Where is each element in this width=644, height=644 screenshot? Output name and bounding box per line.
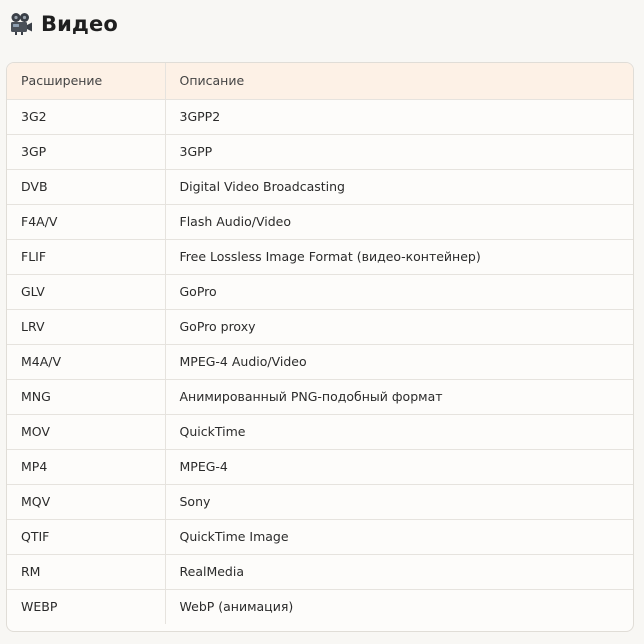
cell-extension: 3GP	[7, 134, 165, 169]
table-row	[7, 204, 633, 239]
column-header-description: Описание	[165, 63, 633, 99]
cell-description: Анимированный PNG-подобный формат	[165, 379, 633, 414]
cell-description: Digital Video Broadcasting	[165, 169, 633, 204]
table-row	[7, 519, 633, 554]
cell-description: 3GPP	[165, 134, 633, 169]
section-heading	[8, 8, 118, 40]
table-row	[7, 379, 633, 414]
table-row	[7, 589, 633, 624]
cell-extension: LRV	[7, 309, 165, 344]
cell-extension: M4A/V	[7, 344, 165, 379]
cell-extension: F4A/V	[7, 204, 165, 239]
cell-description: GoPro	[165, 274, 633, 309]
cell-extension: GLV	[7, 274, 165, 309]
table-row	[7, 449, 633, 484]
cell-extension: MOV	[7, 414, 165, 449]
table-row	[7, 344, 633, 379]
table-row	[7, 99, 633, 134]
cell-description: MPEG-4	[165, 449, 633, 484]
cell-extension: FLIF	[7, 239, 165, 274]
cell-description: QuickTime	[165, 414, 633, 449]
cell-description: Flash Audio/Video	[165, 204, 633, 239]
table-row	[7, 414, 633, 449]
table-row	[7, 554, 633, 589]
cell-extension: QTIF	[7, 519, 165, 554]
cell-extension: 3G2	[7, 99, 165, 134]
cell-description: Free Lossless Image Format (видео-контейнер)	[165, 239, 633, 274]
cell-extension: RM	[7, 554, 165, 589]
cell-description: GoPro proxy	[165, 309, 633, 344]
table-row	[7, 484, 633, 519]
cell-description: MPEG-4 Audio/Video	[165, 344, 633, 379]
cell-extension: MP4	[7, 449, 165, 484]
cell-extension: DVB	[7, 169, 165, 204]
cell-description: RealMedia	[165, 554, 633, 589]
cell-description: Sony	[165, 484, 633, 519]
table-row	[7, 274, 633, 309]
table-row	[7, 309, 633, 344]
cell-description: WebP (анимация)	[179, 599, 294, 615]
page-title: Видео	[41, 12, 118, 36]
column-header-extension: Расширение	[7, 63, 165, 99]
table-row	[7, 169, 633, 204]
table-row	[7, 239, 633, 274]
cell-extension: MQV	[7, 484, 165, 519]
table-header-row	[7, 63, 633, 99]
film-camera-icon	[8, 11, 34, 37]
cell-description: QuickTime Image	[165, 519, 633, 554]
cell-description: 3GPP2	[165, 99, 633, 134]
cell-extension: WEBP	[7, 589, 165, 624]
cell-extension: MNG	[7, 379, 165, 414]
extensions-table	[6, 62, 634, 632]
table-row	[7, 134, 633, 169]
